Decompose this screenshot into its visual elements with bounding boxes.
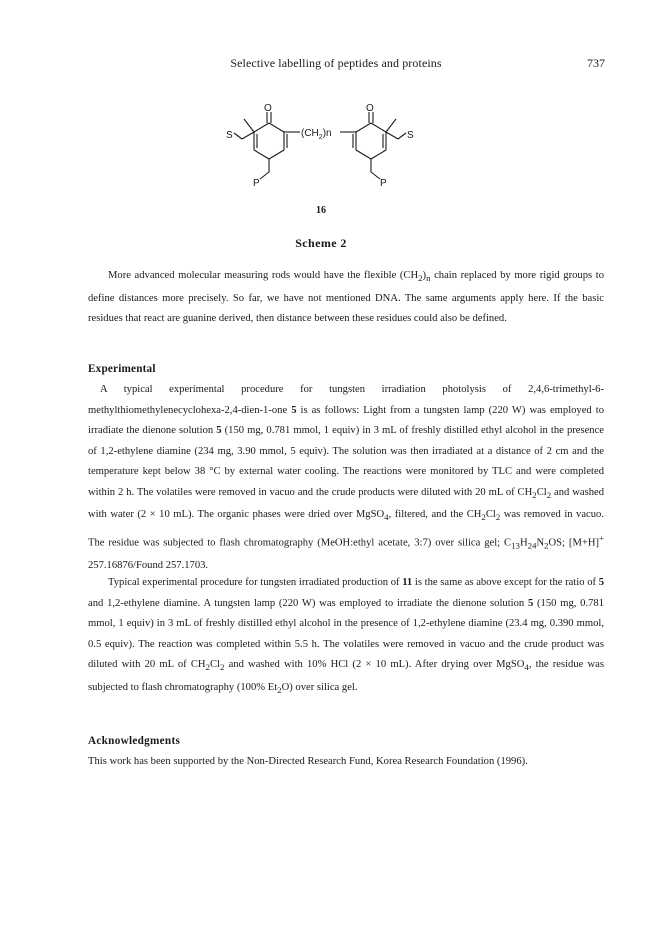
- experimental-heading: Experimental: [88, 363, 156, 375]
- methylene-linker: $(CH_2)n$: [301, 128, 332, 141]
- scheme-caption: Scheme 2: [295, 236, 347, 250]
- paragraph-experimental-procedure: A typical experimental procedure for tungsten irradiation photolysis of 2,4,6-trimethyl-6-methylthiomethylenecyclohexa-2,4-dien-1-one 5 is as follows: Light from a tungsten lamp (220 W) was employed to irradiate the dienone solution 5 (150 mg, 0.781 mmol, 1 equiv) in 3 mL of freshly distilled ethyl alcohol in the presence of 1,2-ethylene diamine (234 mg, 3.90 mmol, 5 equiv). The solution was then irradiated at a distance of 2 cm and the temperature kept below 38 °C by external water cooling. The reactions were monitored by TLC and were completed within 2 h. The volatiles were removed in vacuo and the crude products were diluted with 20 mL of $CH_2Cl_2$ and washed with water (2 × 10 mL). The organic phases were dried over MgSO$_4$, filtered, and the $CH_2Cl_2$ was removed in vacuo. The residue was subjected to flash chromatography (MeOH:ethyl acetate, 3:7) over silica gel; $C_{13}H_{24}N_2OS$; [M+H]+ 257.16876/Found 257.1703.: [88, 384, 605, 571]
- page-number: 737: [587, 56, 605, 70]
- paragraph-compound-11-procedure: Typical experimental procedure for tungsten irradiated production of 11 is the same as above except for the ratio of 5 and 1,2-ethylene diamine. A tungsten lamp (220 W) was employed to irradiate the dienone solution 5 (150 mg, 0.781 mmol, 1 equiv) in 3 mL of freshly distilled ethyl alcohol in the presence of 1,2-ethylene diamine (23.4 mg, 0.390 mmol, 0.5 equiv). The reaction was completed within 5.5 h. The volatiles were removed in vacuo and the crude product was diluted with 20 mL of $CH_2Cl_2$ and washed with 10% HCl (2 × 10 mL). After drying over MgSO$_4$, the residue was subjected to flash chromatography (100% $Et_2O$) over silica gel.: [88, 577, 605, 695]
- carbonyl-oxygen-right: O: [366, 103, 374, 114]
- acknowledgments-heading: Acknowledgments: [88, 735, 181, 747]
- sulfur-left: S: [226, 130, 233, 141]
- carbonyl-oxygen-left: O: [264, 103, 272, 114]
- compound-number-16: 16: [316, 205, 326, 216]
- running-header-title: Selective labelling of peptides and proteins: [230, 56, 442, 70]
- sulfur-right: S: [407, 130, 414, 141]
- label-p-right: P: [380, 178, 387, 189]
- scheme-2-structure: [200, 100, 440, 200]
- paragraph-measuring-rods: More advanced molecular measuring rods would have the flexible $(CH_2)_n$ chain replaced by more rigid groups to define distances more precisely. So far, we have not mentioned DNA. The same arguments apply here. If the basic residues that react are guanine derived, then distance between these residues could also be defined.: [88, 270, 604, 325]
- label-p-left: P: [253, 178, 260, 189]
- acknowledgments-text: This work has been supported by the Non-Directed Research Fund, Korea Research Foundation (1996).: [88, 756, 528, 767]
